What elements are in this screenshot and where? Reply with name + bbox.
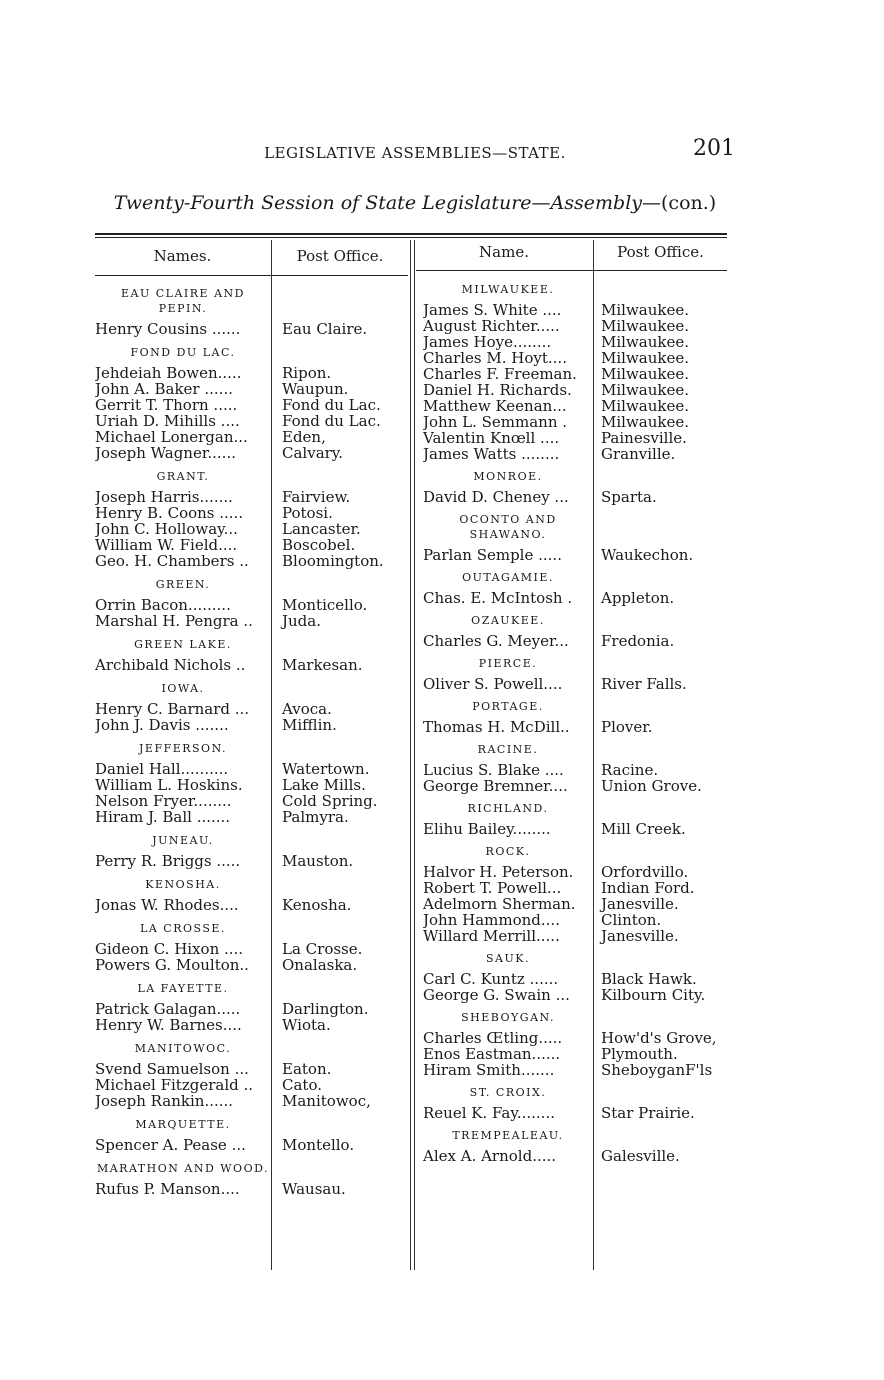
member-post-office: Mill Creek.	[601, 821, 686, 837]
member-row	[95, 941, 407, 957]
member-row	[423, 302, 727, 318]
member-name: George G. Swain ...	[423, 987, 570, 1003]
member-name: Gerrit T. Thorn .....	[95, 397, 238, 413]
member-name: Reuel K. Fay........	[423, 1105, 555, 1121]
member-post-office: Eaton.	[282, 1061, 332, 1077]
member-post-office: Darlington.	[282, 1001, 369, 1017]
member-row	[423, 430, 727, 446]
member-name: Hiram J. Ball .......	[95, 809, 231, 825]
member-post-office: Painesville.	[601, 430, 687, 446]
member-row	[423, 446, 727, 462]
member-post-office: Milwaukee.	[601, 302, 690, 318]
session-title	[95, 192, 735, 214]
member-row	[95, 1093, 407, 1109]
member-post-office: Eden,	[282, 429, 326, 445]
county-heading: RACINE.	[477, 743, 539, 756]
county-heading: SAUK.	[486, 952, 530, 965]
member-post-office: Monticello.	[282, 597, 368, 613]
member-row	[423, 1105, 727, 1121]
member-post-office: Plover.	[601, 719, 653, 735]
member-row	[423, 762, 727, 778]
member-name: Charles G. Meyer...	[423, 633, 569, 649]
member-row	[95, 505, 407, 521]
running-title: LEGISLATIVE ASSEMBLIES—STATE.	[264, 144, 566, 162]
member-post-office: Janesville.	[601, 896, 679, 912]
member-row	[95, 397, 407, 413]
member-name: Joseph Harris.......	[95, 489, 233, 505]
page-number: 201	[693, 136, 735, 161]
member-row	[423, 928, 727, 944]
member-name: Spencer A. Pease ...	[95, 1137, 246, 1153]
member-name: William W. Field....	[95, 537, 238, 553]
member-name: Uriah D. Mihills ....	[95, 413, 240, 429]
member-post-office: Kenosha.	[282, 897, 352, 913]
session-title-suffix: (con.)	[661, 192, 717, 214]
county-heading: PIERCE.	[478, 657, 538, 670]
table-top-rule	[95, 233, 727, 235]
county-heading: JEFFERSON.	[139, 742, 227, 755]
member-row	[95, 957, 407, 973]
member-row	[423, 987, 727, 1003]
county-heading: IOWA.	[161, 682, 205, 695]
member-row	[95, 853, 407, 869]
member-name: Enos Eastman......	[423, 1046, 561, 1062]
member-post-office: Janesville.	[601, 928, 679, 944]
member-post-office: Granville.	[601, 446, 676, 462]
member-post-office: Orfordvillo.	[601, 864, 689, 880]
member-name: George Bremner....	[423, 778, 568, 794]
member-post-office: Milwaukee.	[601, 414, 690, 430]
table-top-rule-thin	[95, 237, 727, 238]
member-row	[423, 1046, 727, 1062]
member-row	[95, 537, 407, 553]
member-post-office: Milwaukee.	[601, 318, 690, 334]
county-heading: GREEN.	[155, 578, 211, 591]
member-post-office: La Crosse.	[282, 941, 363, 957]
member-row	[423, 366, 727, 382]
county-heading: KENOSHA.	[145, 878, 221, 891]
county-heading: ST. CROIX.	[469, 1086, 547, 1099]
member-name: Elihu Bailey........	[423, 821, 551, 837]
member-row	[95, 717, 407, 733]
member-row	[423, 350, 727, 366]
member-row	[95, 701, 407, 717]
member-post-office: Milwaukee.	[601, 382, 690, 398]
member-row	[95, 429, 407, 445]
member-row	[423, 778, 727, 794]
county-heading: JUNEAU.	[152, 834, 214, 847]
member-post-office: Cold Spring.	[282, 793, 378, 809]
member-row	[95, 793, 407, 809]
member-row	[423, 676, 727, 692]
member-row	[95, 657, 407, 673]
county-heading: FOND DU LAC.	[130, 346, 236, 359]
member-name: Henry Cousins ......	[95, 321, 241, 337]
member-name: Thomas H. McDill..	[423, 719, 570, 735]
member-row	[95, 809, 407, 825]
member-row	[95, 321, 407, 337]
member-name: Michael Lonergan...	[95, 429, 248, 445]
county-heading: OCONTO AND SHAWANO.	[459, 513, 557, 541]
member-row	[423, 334, 727, 350]
member-row	[95, 553, 407, 569]
member-row	[423, 398, 727, 414]
member-row	[423, 971, 727, 987]
member-name: Nelson Fryer........	[95, 793, 232, 809]
member-row	[95, 761, 407, 777]
member-post-office: Milwaukee.	[601, 334, 690, 350]
member-row	[423, 547, 727, 563]
member-name: John J. Davis .......	[95, 717, 229, 733]
member-post-office: Mauston.	[282, 853, 354, 869]
member-name: Daniel Hall..........	[95, 761, 229, 777]
member-row	[423, 912, 727, 928]
member-post-office: Fond du Lac.	[282, 397, 381, 413]
center-divider-inner	[414, 240, 415, 1270]
member-name: Daniel H. Richards.	[423, 382, 572, 398]
right-member-column	[423, 282, 727, 1164]
member-name: Jehdeiah Bowen.....	[95, 365, 242, 381]
member-row	[95, 381, 407, 397]
member-name: Robert T. Powell...	[423, 880, 562, 896]
member-row	[423, 489, 727, 505]
member-row	[423, 821, 727, 837]
member-post-office: Clinton.	[601, 912, 662, 928]
member-row	[95, 1001, 407, 1017]
member-name: Marshal H. Pengra ..	[95, 613, 253, 629]
county-heading: MONROE.	[473, 470, 543, 483]
member-row	[95, 413, 407, 429]
member-name: Joseph Wagner......	[95, 445, 236, 461]
member-name: Parlan Semple .....	[423, 547, 562, 563]
member-name: Michael Fitzgerald ..	[95, 1077, 254, 1093]
center-divider-outer	[410, 240, 411, 1270]
county-heading: GRANT.	[156, 470, 210, 483]
member-row	[95, 365, 407, 381]
member-post-office: Palmyra.	[282, 809, 349, 825]
member-row	[95, 1181, 407, 1197]
member-name: Rufus P. Manson....	[95, 1181, 240, 1197]
member-post-office: Potosi.	[282, 505, 333, 521]
member-name: Oliver S. Powell....	[423, 676, 563, 692]
member-post-office: Mifflin.	[282, 717, 337, 733]
county-heading: MARQUETTE.	[135, 1118, 231, 1131]
member-name: Powers G. Moulton..	[95, 957, 249, 973]
county-heading: ROCK.	[485, 845, 531, 858]
member-post-office: Watertown.	[282, 761, 370, 777]
member-name: Jonas W. Rhodes....	[95, 897, 239, 913]
member-post-office: Galesville.	[601, 1148, 680, 1164]
header-bottom-rule-left	[95, 275, 408, 276]
member-row	[423, 880, 727, 896]
member-name: James S. White ....	[423, 302, 562, 318]
county-heading: MILWAUKEE.	[461, 283, 555, 296]
member-post-office: Markesan.	[282, 657, 363, 673]
member-name: Geo. H. Chambers ..	[95, 553, 249, 569]
member-post-office: Boscobel.	[282, 537, 356, 553]
member-row	[423, 414, 727, 430]
member-post-office: Milwaukee.	[601, 350, 690, 366]
member-name: Alex A. Arnold.....	[423, 1148, 557, 1164]
member-row	[423, 896, 727, 912]
member-post-office: Fairview.	[282, 489, 351, 505]
member-row	[95, 521, 407, 537]
member-name: David D. Cheney ...	[423, 489, 569, 505]
county-heading: EAU CLAIRE AND PEPIN.	[121, 287, 245, 315]
member-name: John L. Semmann .	[423, 414, 568, 430]
member-name: Hiram Smith.......	[423, 1062, 555, 1078]
member-post-office: SheboyganF'ls	[601, 1062, 713, 1078]
member-post-office: Fredonia.	[601, 633, 675, 649]
member-row	[95, 1137, 407, 1153]
member-name: John A. Baker ......	[95, 381, 233, 397]
member-post-office: Star Prairie.	[601, 1105, 695, 1121]
member-post-office: Bloomington.	[282, 553, 384, 569]
county-heading: OUTAGAMIE.	[462, 571, 554, 584]
member-row	[95, 613, 407, 629]
member-post-office: Black Hawk.	[601, 971, 697, 987]
member-post-office: Manitowoc,	[282, 1093, 371, 1109]
county-heading: TREMPEALEAU.	[452, 1129, 564, 1142]
county-heading: LA CROSSE.	[140, 922, 226, 935]
column-header-post-office-left: Post Office.	[296, 247, 384, 265]
member-name: Adelmorn Sherman.	[423, 896, 576, 912]
member-name: John Hammond....	[423, 912, 560, 928]
member-row	[423, 1062, 727, 1078]
column-header-post-office-right: Post Office.	[617, 243, 704, 261]
member-post-office: Racine.	[601, 762, 659, 778]
member-name: Svend Samuelson ...	[95, 1061, 249, 1077]
member-row	[423, 1148, 727, 1164]
member-name: Lucius S. Blake ....	[423, 762, 564, 778]
county-heading: OZAUKEE.	[471, 614, 545, 627]
county-heading: MANITOWOC.	[134, 1042, 232, 1055]
member-name: Henry B. Coons .....	[95, 505, 244, 521]
member-name: Charles F. Freeman.	[423, 366, 577, 382]
member-row	[423, 590, 727, 606]
member-post-office: Sparta.	[601, 489, 657, 505]
column-header-names-right: Name.	[479, 243, 529, 261]
member-name: Valentin Knœll ....	[423, 430, 560, 446]
member-post-office: Cato.	[282, 1077, 322, 1093]
member-post-office: Wausau.	[282, 1181, 346, 1197]
member-post-office: Calvary.	[282, 445, 344, 461]
member-row	[95, 1017, 407, 1033]
member-name: John C. Holloway...	[95, 521, 238, 537]
member-post-office: Avoca.	[282, 701, 332, 717]
member-row	[95, 1061, 407, 1077]
member-post-office: Milwaukee.	[601, 398, 690, 414]
member-name: Henry C. Barnard ...	[95, 701, 250, 717]
member-row	[95, 897, 407, 913]
member-post-office: Eau Claire.	[282, 321, 368, 337]
member-row	[95, 489, 407, 505]
member-row	[423, 318, 727, 334]
member-post-office: Juda.	[282, 613, 321, 629]
member-row	[423, 633, 727, 649]
county-heading: MARATHON AND WOOD.	[96, 1162, 270, 1175]
member-post-office: River Falls.	[601, 676, 687, 692]
member-row	[95, 597, 407, 613]
member-post-office: Wiota.	[282, 1017, 331, 1033]
member-name: Chas. E. McIntosh .	[423, 590, 573, 606]
member-post-office: Lancaster.	[282, 521, 361, 537]
member-post-office: Kilbourn City.	[601, 987, 706, 1003]
member-name: Joseph Rankin......	[95, 1093, 234, 1109]
county-heading: SHEBOYGAN.	[461, 1011, 555, 1024]
member-name: Matthew Keenan...	[423, 398, 567, 414]
member-post-office: Onalaska.	[282, 957, 358, 973]
session-title-text: Twenty-Fourth Session of State Legislature—Assembly—	[113, 192, 662, 214]
member-post-office: How'd's Grove,	[601, 1030, 717, 1046]
member-name: Archibald Nichols ..	[95, 657, 246, 673]
member-name: James Watts ........	[423, 446, 560, 462]
header-bottom-rule-right	[416, 270, 727, 271]
member-name: Willard Merrill.....	[423, 928, 560, 944]
member-post-office: Milwaukee.	[601, 366, 690, 382]
member-row	[423, 1030, 727, 1046]
member-name: August Richter.....	[423, 318, 560, 334]
county-heading: PORTAGE.	[472, 700, 544, 713]
member-post-office: Ripon.	[282, 365, 332, 381]
member-post-office: Waukechon.	[601, 547, 694, 563]
member-post-office: Montello.	[282, 1137, 355, 1153]
member-name: Charles M. Hoyt....	[423, 350, 567, 366]
member-name: Charles Œtling.....	[423, 1030, 563, 1046]
member-name: Carl C. Kuntz ......	[423, 971, 559, 987]
column-header-names-left: Names.	[153, 247, 212, 265]
member-name: Henry W. Barnes....	[95, 1017, 242, 1033]
member-post-office: Waupun.	[282, 381, 349, 397]
member-row	[95, 445, 407, 461]
member-row	[95, 1077, 407, 1093]
member-name: William L. Hoskins.	[95, 777, 243, 793]
member-name: Perry R. Briggs .....	[95, 853, 241, 869]
member-post-office: Plymouth.	[601, 1046, 678, 1062]
member-post-office: Lake Mills.	[282, 777, 366, 793]
county-heading: LA FAYETTE.	[137, 982, 229, 995]
member-post-office: Union Grove.	[601, 778, 702, 794]
member-row	[423, 719, 727, 735]
left-member-column	[95, 286, 407, 1197]
member-post-office: Fond du Lac.	[282, 413, 381, 429]
member-row	[95, 777, 407, 793]
county-heading: RICHLAND.	[467, 802, 549, 815]
member-name: Gideon C. Hixon ....	[95, 941, 244, 957]
member-name: Patrick Galagan.....	[95, 1001, 241, 1017]
member-row	[423, 864, 727, 880]
member-name: Halvor H. Peterson.	[423, 864, 574, 880]
member-row	[423, 382, 727, 398]
running-head	[95, 136, 735, 168]
member-name: Orrin Bacon.........	[95, 597, 231, 613]
member-post-office: Appleton.	[601, 590, 675, 606]
member-post-office: Indian Ford.	[601, 880, 695, 896]
member-name: James Hoye........	[423, 334, 552, 350]
county-heading: GREEN LAKE.	[134, 638, 232, 651]
